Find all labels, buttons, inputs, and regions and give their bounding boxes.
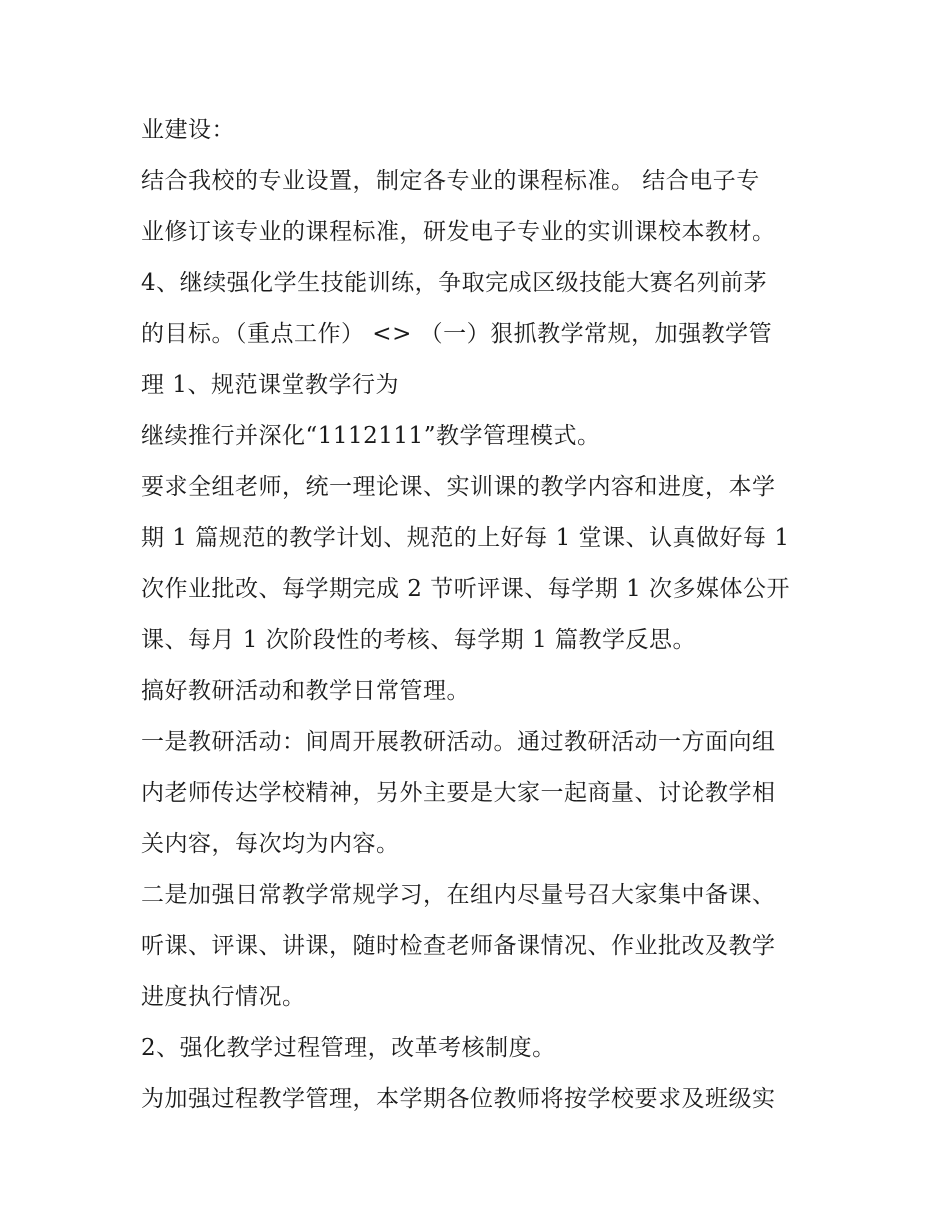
text-line: 为加强过程教学管理，本学期各位教师将按学校要求及班级实 (141, 1086, 776, 1112)
text-line: 搞好教研活动和教学日常管理。 (141, 678, 470, 704)
text-line: 结合我校的专业设置，制定各专业的课程标准。 结合电子专 (141, 168, 760, 194)
text-line: 进度执行情况。 (141, 984, 306, 1010)
text-line: 4、继续强化学生技能训练，争取完成区级技能大赛名列前茅 (141, 270, 768, 296)
text-line: 业修订该专业的课程标准，研发电子专业的实训课校本教材。 (141, 219, 776, 245)
text-line: 关内容，每次均为内容。 (141, 831, 400, 857)
text-line: 次作业批改、每学期完成 2 节听评课、每学期 1 次多媒体公开 (141, 576, 791, 602)
text-line: 要求全组老师，统一理论课、实训课的教学内容和进度，本学 (141, 474, 776, 500)
text-line: 内老师传达学校精神，另外主要是大家一起商量、讨论教学相 (141, 780, 776, 806)
text-line: 二是加强日常教学常规学习，在组内尽量号召大家集中备课、 (141, 882, 776, 908)
text-line: 继续推行并深化“1112111”教学管理模式。 (141, 423, 601, 449)
text-line: 业建设： (141, 117, 235, 143)
text-line: 期 1 篇规范的教学计划、规范的上好每 1 堂课、认真做好每 1 (141, 525, 790, 551)
text-line: 理 1、规范课堂教学行为 (141, 372, 399, 398)
text-line: 课、每月 1 次阶段性的考核、每学期 1 篇教学反思。 (141, 627, 697, 653)
text-line: 听课、评课、讲课，随时检查老师备课情况、作业批改及教学 (141, 933, 776, 959)
text-line: 2、强化教学过程管理，改革考核制度。 (141, 1035, 556, 1061)
text-line: 的目标。（重点工作） <> （一）狠抓教学常规，加强教学管 (141, 321, 773, 347)
text-line: 一是教研活动：间周开展教研活动。通过教研活动一方面向组 (141, 729, 776, 755)
